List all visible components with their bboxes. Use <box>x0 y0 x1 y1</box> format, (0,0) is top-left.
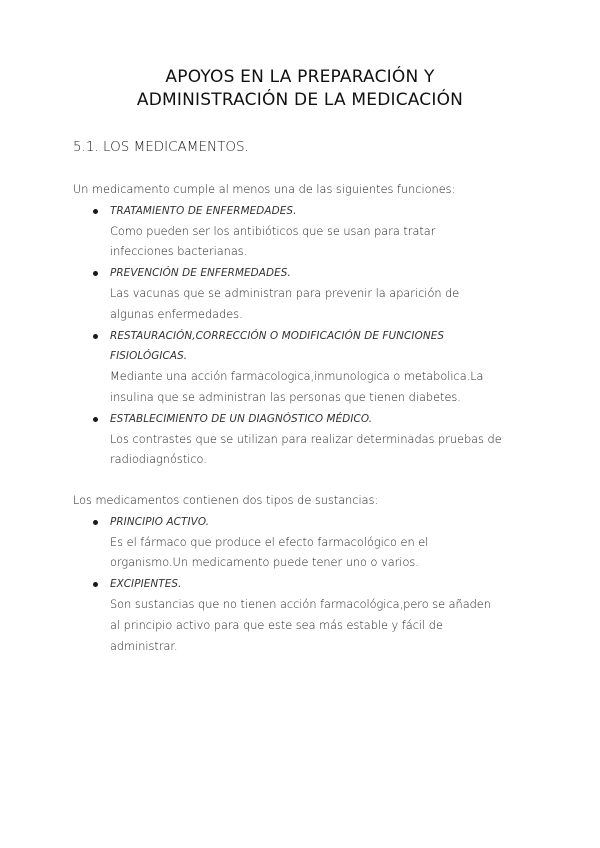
substances-section <box>73 491 533 657</box>
document-title <box>0 66 600 112</box>
item-description-line: Mediante una acción farmacologica,inmunologica o metabolica.La <box>110 370 484 384</box>
bullet-icon <box>93 520 98 525</box>
item-description-line: Como pueden ser los antibióticos que se usan para tratar <box>110 224 436 238</box>
document-title-line-2: ADMINISTRACIÓN DE LA MEDICACIÓN <box>136 90 464 110</box>
functions-section <box>73 180 533 471</box>
item-title: PREVENCIÓN DE ENFERMEDADES. <box>110 267 291 280</box>
list-item <box>110 201 533 263</box>
item-description-line: Son sustancias que no tienen acción farmacológica,pero se añaden <box>110 597 491 611</box>
item-description-line: Los contrastes que se utilizan para realizar determinadas pruebas de <box>110 432 502 446</box>
item-title: TRATAMIENTO DE ENFERMEDADES. <box>110 204 297 217</box>
functions-intro: Un medicamento cumple al menos una de las siguientes funciones: <box>73 183 456 196</box>
item-description-line: Es el fármaco que produce el efecto farmacológico en el <box>110 535 429 549</box>
section-heading: 5.1. LOS MEDICAMENTOS. <box>73 139 249 155</box>
item-description-line: radiodiagnóstico. <box>110 453 207 467</box>
item-title: ESTABLECIMIENTO DE UN DIAGNÓSTICO MÉDICO. <box>110 412 373 425</box>
list-item <box>110 263 533 325</box>
bullet-icon <box>93 334 98 339</box>
substances-list <box>73 512 533 658</box>
list-item <box>110 512 533 574</box>
item-description-line: infecciones bacterianas. <box>110 245 248 259</box>
list-item <box>110 326 533 409</box>
bullet-icon <box>93 582 98 587</box>
item-description-line: administrar. <box>110 639 178 653</box>
item-description-line: Las vacunas que se administran para prevenir la aparición de <box>110 286 460 300</box>
item-description-line: organismo.Un medicamento puede tener uno o varios. <box>110 556 419 570</box>
bullet-icon <box>93 417 98 422</box>
item-title: EXCIPIENTES. <box>110 578 182 591</box>
substances-intro: Los medicamentos contienen dos tipos de sustancias: <box>73 494 379 507</box>
item-title: PRINCIPIO ACTIVO. <box>110 515 210 528</box>
document-title-line-1: APOYOS EN LA PREPARACIÓN Y <box>165 67 435 87</box>
item-title: FISIOLÓGICAS. <box>110 350 188 363</box>
item-description-line: insulina que se administran las personas que tienen diabetes. <box>110 390 461 404</box>
item-title: RESTAURACIÓN,CORRECCIÓN O MODIFICACIÓN DE FUNCIONES <box>110 329 445 342</box>
list-item <box>110 574 533 657</box>
list-item <box>110 409 533 471</box>
functions-list <box>73 201 533 471</box>
item-description-line: algunas enfermedades. <box>110 307 243 321</box>
item-description-line: al principio activo para que este sea más estable y fácil de <box>110 618 443 632</box>
bullet-icon <box>93 271 98 276</box>
bullet-icon <box>93 209 98 214</box>
